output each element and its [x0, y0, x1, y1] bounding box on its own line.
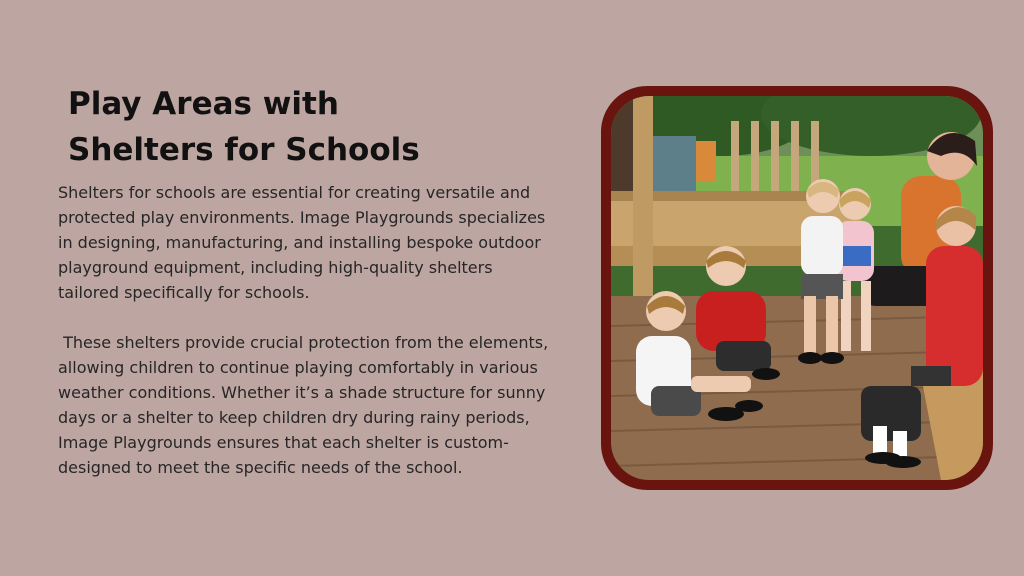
slide-body: [58, 180, 558, 480]
slide-title-line: Shelters for Schools: [68, 131, 420, 168]
shelter-photo-illustration: [611, 96, 983, 480]
photo-frame: [601, 86, 993, 490]
body-paragraph: These shelters provide crucial protection from the elements, allowing children to continue playing comfortably in various weather conditions. Whether it’s a shade structure for sunny days or a shelter to keep children dry during rainy periods, Image Playgrounds ensures that each shelter is custom-designed to meet the specific needs of the school.: [58, 333, 554, 477]
shelter-photo: [611, 96, 983, 480]
slide-title-line: Play Areas with: [68, 85, 339, 122]
slide-title: [68, 81, 498, 173]
body-paragraph: Shelters for schools are essential for creating versatile and protected play environments. Image Playgrounds specializes in designing, manufacturing, and installing bespoke outdoor playground equipment, including high-quality shelters tailored specifically for schools.: [58, 183, 551, 302]
